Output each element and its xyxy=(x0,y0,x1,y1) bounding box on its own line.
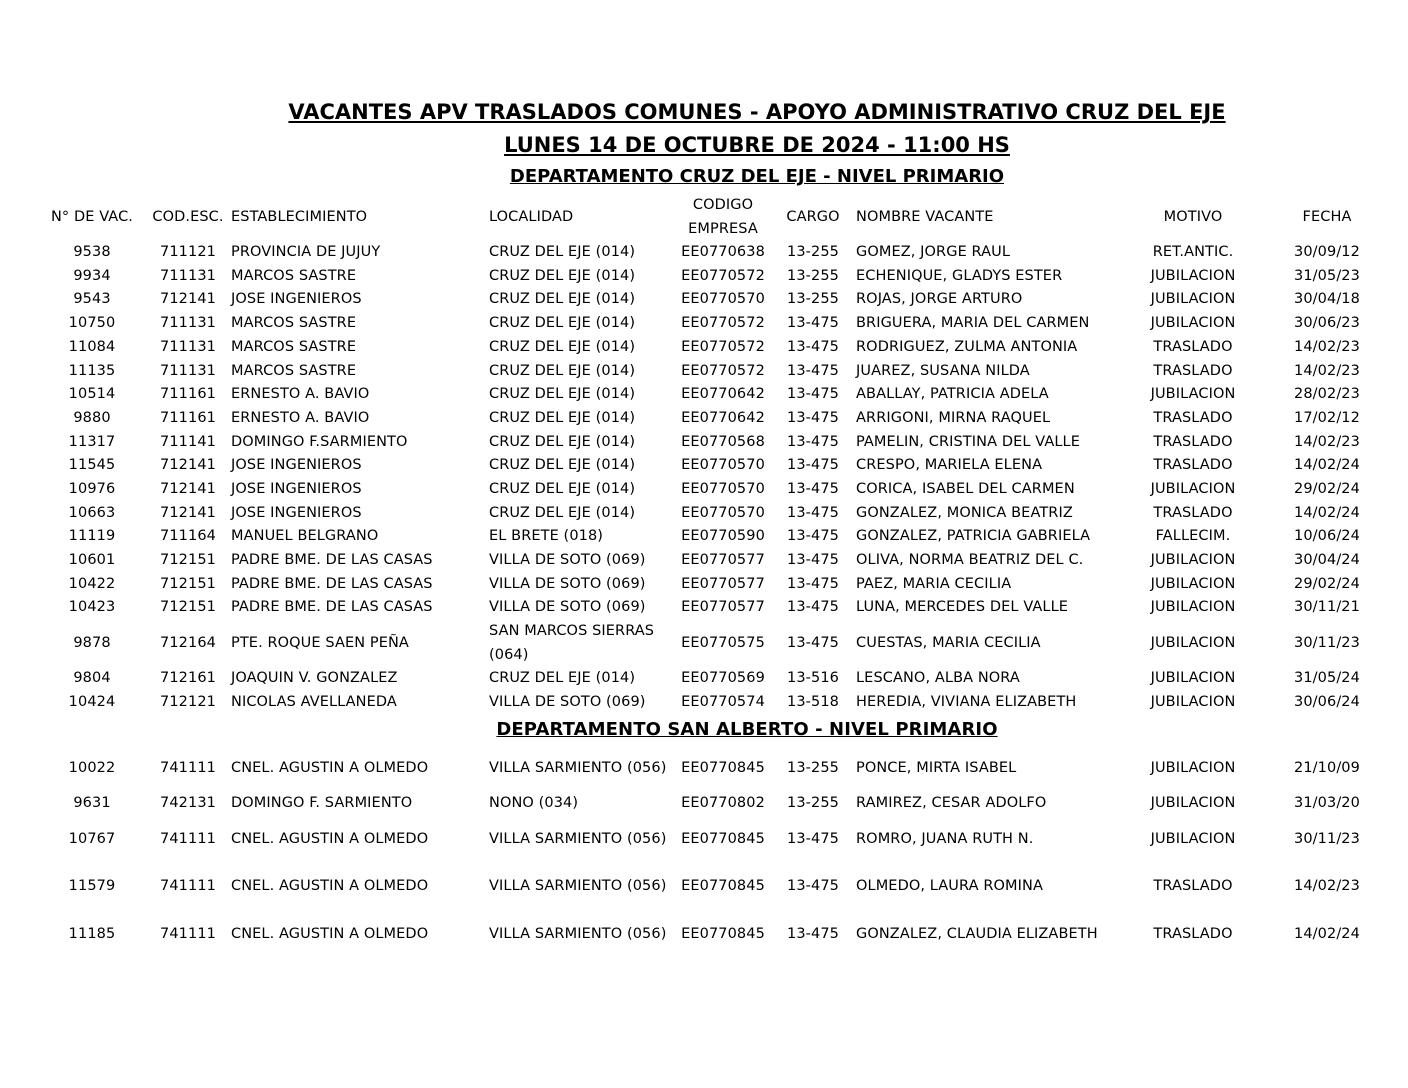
cell-est: CNEL. AGUSTIN A OLMEDO xyxy=(231,925,429,942)
cell-mot: TRASLADO xyxy=(1153,338,1233,355)
table-row xyxy=(38,863,1396,910)
cell-num: 10422 xyxy=(68,575,116,592)
table-row xyxy=(38,816,1396,863)
cell-cod: 712141 xyxy=(160,504,216,521)
cell-fec: 14/02/24 xyxy=(1294,504,1360,521)
cell-loc: CRUZ DEL EJE (014) xyxy=(489,338,636,355)
cell-mot: TRASLADO xyxy=(1153,433,1233,450)
cell-emp: EE0770568 xyxy=(681,433,765,450)
cell-cod: 712151 xyxy=(160,575,216,592)
table-row xyxy=(38,288,1396,312)
table-row xyxy=(38,596,1396,620)
cell-loc: VILLA DE SOTO (069) xyxy=(489,552,646,569)
cell-car: 13-475 xyxy=(787,480,839,497)
cell-cod: 711161 xyxy=(160,386,216,403)
cell-nom: ECHENIQUE, GLADYS ESTER xyxy=(856,267,1063,284)
table-row xyxy=(38,667,1396,691)
cell-est: MANUEL BELGRANO xyxy=(231,528,379,545)
cell-emp: EE0770575 xyxy=(681,634,765,651)
cell-est: MARCOS SASTRE xyxy=(231,315,357,332)
cell-cod: 712141 xyxy=(160,291,216,308)
cell-car: 13-475 xyxy=(787,528,839,545)
cell-car: 13-475 xyxy=(787,386,839,403)
table-row xyxy=(38,336,1396,360)
cell-loc: VILLA SARMIENTO (056) xyxy=(489,830,667,847)
cell-loc: CRUZ DEL EJE (014) xyxy=(489,409,636,426)
cell-cod: 712151 xyxy=(160,599,216,616)
cell-emp: EE0770570 xyxy=(681,457,765,474)
cell-mot: JUBILACION xyxy=(1150,599,1236,616)
document-title: VACANTES APV TRASLADOS COMUNES - APOYO ADMINISTRATIVO CRUZ DEL EJE xyxy=(288,100,1226,124)
column-header-est: ESTABLECIMIENTO xyxy=(231,209,368,225)
cell-num: 10767 xyxy=(68,830,116,847)
table-row xyxy=(38,478,1396,502)
cell-nom: LESCANO, ALBA NORA xyxy=(856,670,1020,687)
table-row xyxy=(38,312,1396,336)
cell-num: 11545 xyxy=(68,457,116,474)
cell-fec: 14/02/23 xyxy=(1294,362,1360,379)
cell-cod: 712141 xyxy=(160,457,216,474)
cell-nom: BRIGUERA, MARIA DEL CARMEN xyxy=(856,315,1090,332)
cell-fec: 29/02/24 xyxy=(1294,575,1360,592)
cell-loc: CRUZ DEL EJE (014) xyxy=(489,315,636,332)
cell-nom: RODRIGUEZ, ZULMA ANTONIA xyxy=(856,338,1078,355)
cell-cod: 712141 xyxy=(160,480,216,497)
cell-loc: CRUZ DEL EJE (014) xyxy=(489,386,636,403)
cell-loc: VILLA DE SOTO (069) xyxy=(489,694,646,711)
cell-nom: CORICA, ISABEL DEL CARMEN xyxy=(856,480,1075,497)
cell-cod: 712151 xyxy=(160,552,216,569)
cell-fec: 30/04/24 xyxy=(1294,552,1360,569)
cell-est: CNEL. AGUSTIN A OLMEDO xyxy=(231,830,429,847)
cell-est: ERNESTO A. BAVIO xyxy=(231,386,370,403)
cell-fec: 14/02/24 xyxy=(1294,925,1360,942)
cell-nom: HEREDIA, VIVIANA ELIZABETH xyxy=(856,694,1077,711)
cell-mot: JUBILACION xyxy=(1150,291,1236,308)
cell-mot: JUBILACION xyxy=(1150,267,1236,284)
cell-est: ERNESTO A. BAVIO xyxy=(231,409,370,426)
cell-fec: 21/10/09 xyxy=(1294,759,1360,776)
cell-num: 10423 xyxy=(68,599,116,616)
table-row xyxy=(38,265,1396,289)
cell-mot: JUBILACION xyxy=(1150,694,1236,711)
cell-loc: CRUZ DEL EJE (014) xyxy=(489,267,636,284)
cell-est: MARCOS SASTRE xyxy=(231,338,357,355)
cell-emp: EE0770577 xyxy=(681,552,765,569)
cell-nom: ABALLAY, PATRICIA ADELA xyxy=(856,386,1049,403)
table-row xyxy=(38,502,1396,526)
table-row xyxy=(38,691,1396,715)
vacancies-table xyxy=(38,193,1396,958)
table-row xyxy=(38,359,1396,383)
cell-nom: ROMRO, JUANA RUTH N. xyxy=(856,830,1034,847)
cell-car: 13-475 xyxy=(787,552,839,569)
cell-cod: 711161 xyxy=(160,409,216,426)
column-header-mot: MOTIVO xyxy=(1163,209,1223,225)
cell-est: CNEL. AGUSTIN A OLMEDO xyxy=(231,759,429,776)
cell-cod: 711121 xyxy=(160,244,216,261)
cell-cod: 711131 xyxy=(160,315,216,332)
cell-cod: 711131 xyxy=(160,267,216,284)
cell-car: 13-518 xyxy=(787,694,839,711)
cell-est: MARCOS SASTRE xyxy=(231,267,357,284)
cell-cod: 711141 xyxy=(160,433,216,450)
table-row xyxy=(38,431,1396,455)
table-row xyxy=(38,407,1396,431)
cell-mot: JUBILACION xyxy=(1150,830,1236,847)
cell-mot: TRASLADO xyxy=(1153,362,1233,379)
cell-cod: 712121 xyxy=(160,694,216,711)
cell-emp: EE0770570 xyxy=(681,291,765,308)
cell-mot: JUBILACION xyxy=(1150,552,1236,569)
cell-fec: 14/02/23 xyxy=(1294,338,1360,355)
cell-mot: JUBILACION xyxy=(1150,759,1236,776)
cell-num: 11084 xyxy=(68,338,116,355)
cell-est: JOSE INGENIEROS xyxy=(231,504,362,521)
cell-nom: GOMEZ, JORGE RAUL xyxy=(856,244,1011,261)
cell-loc: VILLA DE SOTO (069) xyxy=(489,599,646,616)
cell-nom: JUAREZ, SUSANA NILDA xyxy=(856,362,1030,379)
cell-loc: CRUZ DEL EJE (014) xyxy=(489,244,636,261)
cell-loc: SAN MARCOS SIERRAS (064) xyxy=(489,623,655,663)
cell-est: PADRE BME. DE LAS CASAS xyxy=(231,599,433,616)
cell-emp: EE0770590 xyxy=(681,528,765,545)
cell-car: 13-255 xyxy=(787,759,839,776)
cell-emp: EE0770845 xyxy=(681,759,765,776)
cell-emp: EE0770574 xyxy=(681,694,765,711)
cell-fec: 30/11/23 xyxy=(1294,634,1360,651)
cell-loc: VILLA SARMIENTO (056) xyxy=(489,878,667,895)
cell-nom: PAMELIN, CRISTINA DEL VALLE xyxy=(856,433,1080,450)
cell-mot: TRASLADO xyxy=(1153,878,1233,895)
cell-nom: ROJAS, JORGE ARTURO xyxy=(856,291,1023,308)
cell-car: 13-475 xyxy=(787,878,839,895)
cell-nom: RAMIREZ, CESAR ADOLFO xyxy=(856,795,1047,812)
cell-fec: 30/11/23 xyxy=(1294,830,1360,847)
cell-car: 13-475 xyxy=(787,504,839,521)
cell-emp: EE0770845 xyxy=(681,925,765,942)
cell-car: 13-475 xyxy=(787,830,839,847)
cell-num: 11135 xyxy=(68,362,116,379)
cell-emp: EE0770572 xyxy=(681,315,765,332)
cell-cod: 711131 xyxy=(160,362,216,379)
cell-emp: EE0770572 xyxy=(681,362,765,379)
table-row xyxy=(38,454,1396,478)
cell-est: JOAQUIN V. GONZALEZ xyxy=(231,670,398,687)
cell-num: 11579 xyxy=(68,878,116,895)
cell-mot: FALLECIM. xyxy=(1155,528,1231,545)
cell-fec: 30/06/23 xyxy=(1294,315,1360,332)
cell-mot: JUBILACION xyxy=(1150,480,1236,497)
cell-est: PROVINCIA DE JUJUY xyxy=(231,244,381,261)
cell-num: 11185 xyxy=(68,925,116,942)
cell-est: JOSE INGENIEROS xyxy=(231,457,362,474)
cell-num: 9804 xyxy=(73,670,111,687)
cell-car: 13-255 xyxy=(787,291,839,308)
cell-num: 9543 xyxy=(73,291,111,308)
cell-mot: TRASLADO xyxy=(1153,925,1233,942)
cell-emp: EE0770638 xyxy=(681,244,765,261)
cell-nom: CRESPO, MARIELA ELENA xyxy=(856,457,1043,474)
cell-num: 10022 xyxy=(68,759,116,776)
column-header-car: CARGO xyxy=(786,209,840,225)
cell-est: MARCOS SASTRE xyxy=(231,362,357,379)
cell-nom: GONZALEZ, MONICA BEATRIZ xyxy=(856,504,1073,521)
cell-fec: 14/02/24 xyxy=(1294,457,1360,474)
cell-emp: EE0770845 xyxy=(681,830,765,847)
cell-loc: VILLA SARMIENTO (056) xyxy=(489,925,667,942)
cell-fec: 17/02/12 xyxy=(1294,409,1360,426)
cell-mot: JUBILACION xyxy=(1150,386,1236,403)
cell-cod: 742131 xyxy=(160,795,216,812)
cell-mot: JUBILACION xyxy=(1150,575,1236,592)
table-row xyxy=(38,792,1396,816)
cell-fec: 28/02/23 xyxy=(1294,386,1360,403)
column-header-cod: COD.ESC. xyxy=(152,209,224,225)
cell-num: 11317 xyxy=(68,433,116,450)
cell-est: JOSE INGENIEROS xyxy=(231,291,362,308)
cell-emp: EE0770570 xyxy=(681,480,765,497)
cell-num: 9934 xyxy=(73,267,111,284)
cell-est: PADRE BME. DE LAS CASAS xyxy=(231,552,433,569)
cell-mot: TRASLADO xyxy=(1153,409,1233,426)
cell-mot: JUBILACION xyxy=(1150,670,1236,687)
cell-fec: 31/05/23 xyxy=(1294,267,1360,284)
cell-nom: LUNA, MERCEDES DEL VALLE xyxy=(856,599,1069,616)
cell-cod: 712164 xyxy=(160,634,216,651)
table-row xyxy=(38,383,1396,407)
cell-emp: EE0770577 xyxy=(681,575,765,592)
cell-car: 13-255 xyxy=(787,795,839,812)
cell-num: 10663 xyxy=(68,504,116,521)
cell-loc: NONO (034) xyxy=(489,795,579,812)
table-row xyxy=(38,620,1396,667)
cell-num: 11119 xyxy=(68,528,116,545)
cell-car: 13-475 xyxy=(787,575,839,592)
cell-emp: EE0770642 xyxy=(681,409,765,426)
cell-emp: EE0770577 xyxy=(681,599,765,616)
cell-mot: JUBILACION xyxy=(1150,795,1236,812)
cell-fec: 10/06/24 xyxy=(1294,528,1360,545)
cell-mot: JUBILACION xyxy=(1150,634,1236,651)
cell-num: 9538 xyxy=(73,244,111,261)
cell-car: 13-475 xyxy=(787,433,839,450)
cell-num: 10601 xyxy=(68,552,116,569)
cell-car: 13-475 xyxy=(787,634,839,651)
cell-emp: EE0770572 xyxy=(681,267,765,284)
cell-num: 10514 xyxy=(68,386,116,403)
cell-fec: 30/06/24 xyxy=(1294,694,1360,711)
section-heading-cruz-del-eje: DEPARTAMENTO CRUZ DEL EJE - NIVEL PRIMARIO xyxy=(509,166,1005,187)
cell-loc: CRUZ DEL EJE (014) xyxy=(489,362,636,379)
cell-fec: 30/04/18 xyxy=(1294,291,1360,308)
cell-nom: ARRIGONI, MIRNA RAQUEL xyxy=(856,409,1051,426)
cell-loc: EL BRETE (018) xyxy=(489,528,604,545)
table-row xyxy=(38,241,1396,265)
cell-loc: VILLA DE SOTO (069) xyxy=(489,575,646,592)
cell-nom: CUESTAS, MARIA CECILIA xyxy=(856,634,1041,651)
table-header-row xyxy=(38,193,1396,241)
cell-cod: 711131 xyxy=(160,338,216,355)
table-row xyxy=(38,525,1396,549)
cell-cod: 741111 xyxy=(160,925,216,942)
cell-mot: TRASLADO xyxy=(1153,504,1233,521)
cell-nom: OLIVA, NORMA BEATRIZ DEL C. xyxy=(856,552,1084,569)
cell-cod: 741111 xyxy=(160,830,216,847)
cell-fec: 30/11/21 xyxy=(1294,599,1360,616)
cell-emp: EE0770569 xyxy=(681,670,765,687)
cell-mot: TRASLADO xyxy=(1153,457,1233,474)
cell-num: 10750 xyxy=(68,315,116,332)
column-header-fec: FECHA xyxy=(1302,209,1352,225)
column-header-nom: NOMBRE VACANTE xyxy=(856,209,994,225)
cell-car: 13-475 xyxy=(787,409,839,426)
column-header-emp-line2: EMPRESA xyxy=(688,221,758,237)
cell-loc: CRUZ DEL EJE (014) xyxy=(489,480,636,497)
table-body xyxy=(38,241,1396,958)
cell-num: 9880 xyxy=(73,409,111,426)
cell-est: DOMINGO F. SARMIENTO xyxy=(231,795,413,812)
section-row-san-alberto xyxy=(38,715,1396,745)
cell-fec: 30/09/12 xyxy=(1294,244,1360,261)
cell-cod: 711164 xyxy=(160,528,216,545)
cell-car: 13-475 xyxy=(787,599,839,616)
cell-loc: CRUZ DEL EJE (014) xyxy=(489,433,636,450)
cell-car: 13-475 xyxy=(787,362,839,379)
cell-car: 13-255 xyxy=(787,244,839,261)
cell-est: JOSE INGENIEROS xyxy=(231,480,362,497)
cell-fec: 14/02/23 xyxy=(1294,433,1360,450)
cell-nom: PAEZ, MARIA CECILIA xyxy=(856,575,1012,592)
column-header-emp-line1: CODIGO xyxy=(692,197,754,213)
table-row xyxy=(38,549,1396,573)
cell-nom: OLMEDO, LAURA ROMINA xyxy=(856,878,1043,895)
cell-car: 13-475 xyxy=(787,338,839,355)
table-row xyxy=(38,911,1396,958)
cell-cod: 741111 xyxy=(160,878,216,895)
cell-car: 13-475 xyxy=(787,925,839,942)
cell-cod: 712161 xyxy=(160,670,216,687)
column-header-loc: LOCALIDAD xyxy=(489,209,574,225)
cell-car: 13-475 xyxy=(787,315,839,332)
cell-mot: RET.ANTIC. xyxy=(1152,244,1234,261)
cell-loc: CRUZ DEL EJE (014) xyxy=(489,457,636,474)
cell-fec: 31/03/20 xyxy=(1294,795,1360,812)
cell-emp: EE0770570 xyxy=(681,504,765,521)
cell-loc: CRUZ DEL EJE (014) xyxy=(489,291,636,308)
cell-loc: VILLA SARMIENTO (056) xyxy=(489,759,667,776)
cell-emp: EE0770802 xyxy=(681,795,765,812)
cell-emp: EE0770845 xyxy=(681,878,765,895)
cell-cod: 741111 xyxy=(160,759,216,776)
cell-est: PTE. ROQUE SAEN PEÑA xyxy=(231,634,409,651)
cell-loc: CRUZ DEL EJE (014) xyxy=(489,504,636,521)
cell-emp: EE0770572 xyxy=(681,338,765,355)
table-row xyxy=(38,745,1396,792)
section-heading-san-alberto: DEPARTAMENTO SAN ALBERTO - NIVEL PRIMARIO xyxy=(496,719,998,741)
cell-num: 9878 xyxy=(73,634,111,651)
cell-nom: PONCE, MIRTA ISABEL xyxy=(856,759,1017,776)
cell-fec: 14/02/23 xyxy=(1294,878,1360,895)
cell-nom: GONZALEZ, CLAUDIA ELIZABETH xyxy=(856,925,1098,942)
cell-est: NICOLAS AVELLANEDA xyxy=(231,694,397,711)
cell-emp: EE0770642 xyxy=(681,386,765,403)
column-header-num: N° DE VAC. xyxy=(50,209,134,225)
document-date: LUNES 14 DE OCTUBRE DE 2024 - 11:00 HS xyxy=(504,133,1010,157)
cell-car: 13-255 xyxy=(787,267,839,284)
cell-loc: CRUZ DEL EJE (014) xyxy=(489,670,636,687)
cell-num: 10976 xyxy=(68,480,116,497)
cell-fec: 31/05/24 xyxy=(1294,670,1360,687)
table-row xyxy=(38,573,1396,597)
cell-est: PADRE BME. DE LAS CASAS xyxy=(231,575,433,592)
cell-nom: GONZALEZ, PATRICIA GABRIELA xyxy=(856,528,1091,545)
cell-est: DOMINGO F.SARMIENTO xyxy=(231,433,408,450)
cell-mot: JUBILACION xyxy=(1150,315,1236,332)
cell-est: CNEL. AGUSTIN A OLMEDO xyxy=(231,878,429,895)
column-header-emp xyxy=(671,193,775,241)
cell-car: 13-475 xyxy=(787,457,839,474)
cell-car: 13-516 xyxy=(787,670,839,687)
cell-num: 9631 xyxy=(73,795,111,812)
cell-num: 10424 xyxy=(68,694,116,711)
cell-fec: 29/02/24 xyxy=(1294,480,1360,497)
